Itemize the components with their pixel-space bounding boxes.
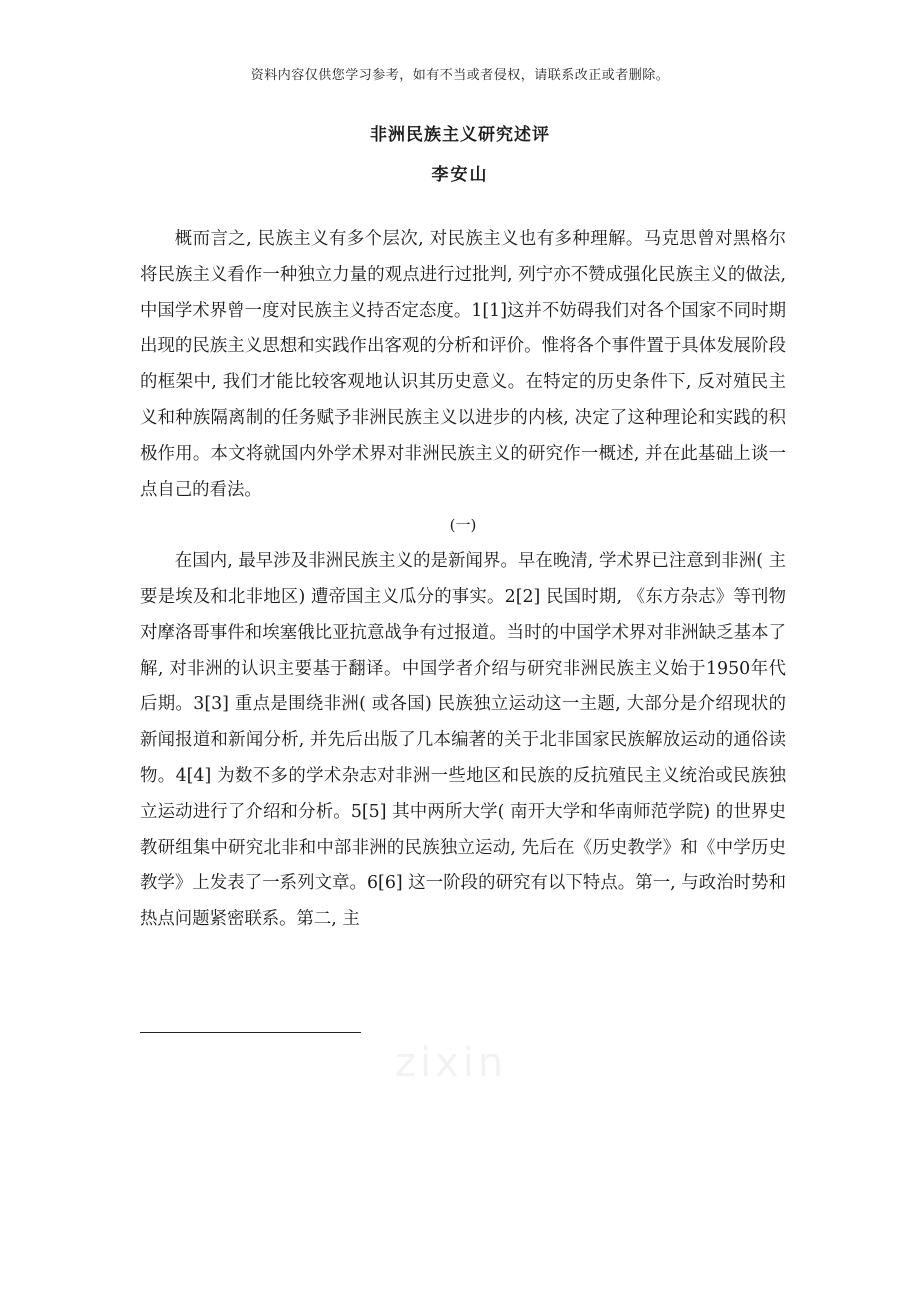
paragraph-2: 在国内, 最早涉及非洲民族主义的是新闻界。早在晚清, 学术界已注意到非洲( 主要是埃及和北非地区) 遭帝国主义瓜分的事实。2[2] 民国时期, 《东方杂志》等刊物对摩洛哥事件和埃塞俄比亚抗意战争有过报道。当时的中国学术界对非洲缺乏基本了解, 对非洲的认识主要基于翻译。中国学者介绍与研究非洲民族主义始于1950年代后期。3[3] 重点是围绕非洲( 或各国) 民族独立运动这一主题, 大部分是介绍现状的新闻报道和新闻分析, 并先后出版了几本编著的关于北非国家民族解放运动的通俗读物。4[4] 为数不多的学术杂志对非洲一些地区和民族的反抗殖民主义统治或民族独立运动进行了介绍和分析。5[5] 其中两所大学( 南开大学和华南师范学院) 的世界史教研组集中研究北非和中部非洲的民族独立运动, 先后在《历史教学》和《中学历史教学》上发表了一系列文章。6[6] 这一阶段的研究有以下特点。第一, 与政治时势和热点问题紧密联系。第二, 主 (140, 551, 786, 930)
section-heading-1: (一) (449, 516, 477, 535)
footnote-divider (140, 1032, 361, 1033)
article-author: 李安山 (431, 165, 489, 185)
paragraph-1: 概而言之, 民族主义有多个层次, 对民族主义也有多种理解。马克思曾对黑格尔将民族主义看作一种独立力量的观点进行过批判, 列宁亦不赞成强化民族主义的做法, 中国学术界曾一度对民族主义持否定态度。1[1]这并不妨碍我们对各个国家不同时期出现的民族主义思想和实践作出客观的分析和评价。惟将各个事件置于具体发展阶段的框架中, 我们才能比较客观地认识其历史意义。在特定的历史条件下, 反对殖民主义和种族隔离制的任务赋予非洲民族主义以进步的内核, 决定了这种理论和实践的积极作用。本文将就国内外学术界对非洲民族主义的研究作一概述, 并在此基础上谈一点自己的看法。 (140, 229, 786, 500)
article-body (140, 222, 786, 938)
article-title: 非洲民族主义研究述评 (370, 125, 550, 145)
watermark: zixin (395, 1040, 508, 1086)
header-disclaimer: 资料内容仅供您学习参考，如有不当或者侵权，请联系改正或者删除。 (250, 68, 670, 83)
